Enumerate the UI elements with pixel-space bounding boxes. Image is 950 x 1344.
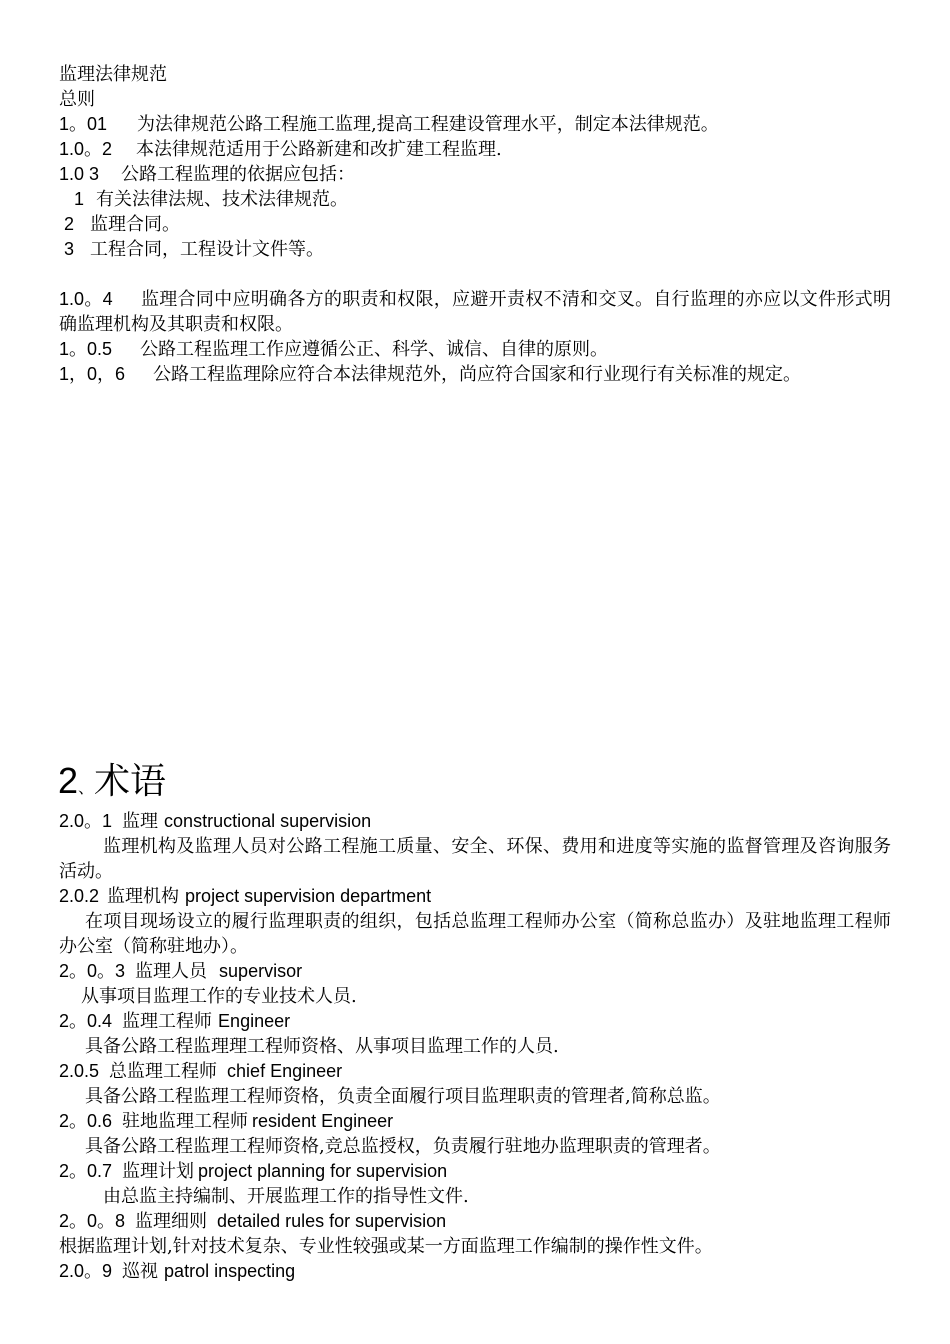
item-number: 2 <box>64 214 75 234</box>
clause-text: 监理合同中应明确各方的职责和权限，应避开责权不清和交叉。自行监理的亦应以文件形式明确监理机构及其职责和权限。 <box>59 289 891 335</box>
term-en: patrol inspecting <box>164 1261 296 1281</box>
basis-item-1 <box>74 187 348 212</box>
item-number: 1 <box>74 189 85 209</box>
term-number: 2。0.6 <box>59 1111 113 1131</box>
term-number: 2。0。3 <box>59 961 126 981</box>
section-separator: 、 <box>78 778 95 797</box>
term-2-0-2 <box>59 884 431 909</box>
clause-number: 1.0。2 <box>59 139 113 159</box>
term-2-0-7-desc: 由总监主持编制、开展监理工作的指导性文件. <box>103 1186 469 1207</box>
term-en: Engineer <box>218 1011 291 1031</box>
term-2-0-8-desc: 根据监理计划,针对技术复杂、专业性较强或某一方面监理工作编制的操作性文件。 <box>59 1236 713 1257</box>
term-2-0-4 <box>59 1009 290 1034</box>
section-title-general: 总则 <box>59 89 95 110</box>
section-heading-terms <box>58 758 166 811</box>
term-cn: 驻地监理工程师 <box>122 1111 249 1132</box>
term-cn: 监理人员 <box>135 961 208 982</box>
clause-number: 1。01 <box>59 114 108 134</box>
term-number: 2.0。1 <box>59 811 113 831</box>
term-2-0-4-desc: 具备公路工程监理理工程师资格、从事项目监理工作的人员. <box>85 1036 559 1057</box>
clause-1-0-4 <box>59 287 891 337</box>
term-2-0-1 <box>59 809 371 834</box>
section-title: 术语 <box>94 761 167 802</box>
term-2-0-1-desc: 监理机构及监理人员对公路工程施工质量、安全、环保、费用和进度等实施的监督管理及咨询服务活动。 <box>59 836 891 882</box>
term-2-0-6-desc: 具备公路工程监理工程师资格,竞总监授权，负责履行驻地办监理职责的管理者。 <box>85 1136 721 1157</box>
term-2-0-3 <box>59 959 302 984</box>
term-number: 2.0。9 <box>59 1261 113 1281</box>
clause-1-0-5 <box>59 337 608 362</box>
section-number: 2 <box>58 760 79 801</box>
basis-item-3 <box>64 237 324 262</box>
clause-number: 1。0.5 <box>59 339 113 359</box>
term-number: 2。0.4 <box>59 1011 113 1031</box>
clause-text: 公路工程监理除应符合本法律规范外，尚应符合国家和行业现行有关标准的规定。 <box>153 364 802 385</box>
term-en: chief Engineer <box>227 1061 343 1081</box>
clause-text: 为法律规范公路工程施工监理,提高工程建设管理水平，制定本法律规范。 <box>137 114 719 135</box>
term-number: 2.0.2 <box>59 886 100 906</box>
term-cn: 巡视 <box>122 1261 159 1282</box>
term-cn: 监理细则 <box>135 1211 208 1232</box>
item-text: 监理合同。 <box>90 214 181 235</box>
clause-1-0-2 <box>59 137 502 162</box>
item-text: 有关法律法规、技术法律规范。 <box>96 189 349 210</box>
term-en: detailed rules for supervision <box>217 1211 447 1231</box>
term-en: supervisor <box>219 961 303 981</box>
term-cn: 监理 <box>122 811 159 832</box>
clause-text: 公路工程监理工作应遵循公正、科学、诚信、自律的原则。 <box>140 339 609 360</box>
term-2-0-5 <box>59 1059 342 1084</box>
term-number: 2.0.5 <box>59 1061 100 1081</box>
term-2-0-2-desc: 在项目现场设立的履行监理职责的组织，包括总监理工程师办公室（简称总监办）及驻地监理工程师办公室（简称驻地办）。 <box>59 911 891 957</box>
term-cn: 监理机构 <box>107 886 180 907</box>
clause-1-0-1 <box>59 112 719 137</box>
clause-text: 本法律规范适用于公路新建和改扩建工程监理. <box>136 139 502 160</box>
term-en: resident Engineer <box>252 1111 394 1131</box>
item-number: 3 <box>64 239 75 259</box>
term-cn: 监理计划 <box>122 1161 195 1182</box>
term-cn: 总监理工程师 <box>109 1061 218 1082</box>
term-2-0-3-desc: 从事项目监理工作的专业技术人员. <box>81 986 357 1007</box>
basis-item-2 <box>64 212 180 237</box>
term-2-0-9 <box>59 1259 295 1284</box>
clause-number: 1，0，6 <box>59 364 126 384</box>
term-cn: 监理工程师 <box>122 1011 213 1032</box>
term-en: project supervision department <box>185 886 432 906</box>
term-number: 2。0.7 <box>59 1161 113 1181</box>
document-title: 监理法律规范 <box>59 64 167 85</box>
term-number: 2。0。8 <box>59 1211 126 1231</box>
clause-1-0-6 <box>59 362 891 387</box>
term-2-0-8 <box>59 1209 446 1234</box>
term-en: constructional supervision <box>164 811 372 831</box>
term-2-0-5-desc: 具备公路工程监理工程师资格，负责全面履行项目监理职责的管理者,简称总监。 <box>85 1086 721 1107</box>
item-text: 工程合同，工程设计文件等。 <box>90 239 325 260</box>
term-en: project planning for supervision <box>198 1161 448 1181</box>
term-2-0-6 <box>59 1109 393 1134</box>
clause-1-0-3 <box>59 162 355 187</box>
term-2-0-7 <box>59 1159 447 1184</box>
clause-number: 1.0 3 <box>59 164 100 184</box>
clause-number: 1.0。4 <box>59 289 113 309</box>
clause-text: 公路工程监理的依据应包括： <box>121 164 356 185</box>
